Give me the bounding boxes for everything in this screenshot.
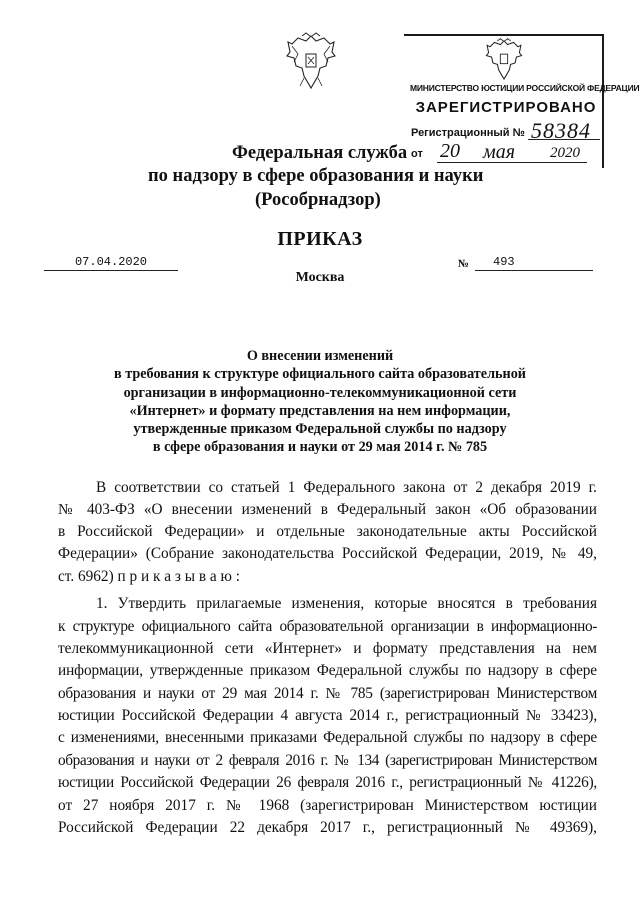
stamp-reg-number-underline — [528, 139, 600, 140]
body-line: Российской Федерации 22 декабря 2017 г., регистрационный № 49369), — [58, 819, 597, 836]
stamp-date-day: 20 — [440, 140, 460, 162]
subject-line: утвержденные приказом Федеральной службы по надзору — [133, 421, 507, 438]
body-line: в Российской Федерации» и отдельные законодательные акты Российской — [58, 523, 597, 540]
agency-name-line1: Федеральная служба — [232, 143, 408, 163]
subject-line: в требования к структуре официального сайта образовательной — [114, 366, 526, 383]
body-line: юстиции Российской Федерации 26 февраля 2016 г., регистрационный № 41226), — [58, 774, 597, 791]
document-number: 493 — [475, 255, 593, 271]
agency-name-line3: (Рособрнадзор) — [255, 190, 381, 210]
body-line: телекоммуникационной сети «Интернет» и формату представления на нем — [58, 640, 597, 657]
stamp-date-year: 2020 — [550, 145, 580, 161]
body-line: В соответствии со статьей 1 Федерального закона от 2 декабря 2019 г. — [96, 479, 597, 496]
document-subject — [100, 347, 540, 457]
stamp-ministry: МИНИСТЕРСТВО ЮСТИЦИИ РОССИЙСКОЙ ФЕДЕРАЦИИ — [410, 83, 640, 93]
body-line: от 27 ноября 2017 г. № 1968 (зарегистрирован Министерством юстиции — [58, 797, 597, 814]
body-line: юстиции Российской Федерации 4 августа 2014 г., регистрационный № 33423), — [58, 707, 597, 724]
body-line: 1. Утвердить прилагаемые изменения, которые вносятся в требования — [96, 595, 597, 612]
body-line: информации, утвержденные приказом Федеральной службы по надзору в сфере — [58, 662, 597, 679]
body-line: № 403-ФЗ «О внесении изменений в Федеральный закон «Об образовании — [58, 501, 597, 518]
body-line: Федерации» (Собрание законодательства Российской Федерации, 2019, № 49, — [58, 545, 597, 562]
document-city: Москва — [295, 270, 345, 285]
stamp-reg-number: 58384 — [531, 118, 591, 143]
agency-name-line2: по надзору в сфере образования и науки — [148, 166, 484, 186]
subject-line: О внесении изменений — [246, 348, 394, 364]
document-type: ПРИКАЗ — [277, 228, 363, 250]
body-line: к структуре официального сайта образовательной организации в информационно- — [58, 618, 597, 635]
coat-of-arms-emblem — [284, 32, 338, 92]
stamp-date-underline — [437, 162, 587, 163]
stamp-registered: ЗАРЕГИСТРИРОВАНО — [415, 99, 597, 116]
body-line: образования и науки от 2 февраля 2016 г. № 134 (зарегистрирован Министерством — [58, 752, 597, 769]
body-line: ст. 6962) п р и к а з ы в а ю : — [58, 568, 240, 585]
body-line: с изменениями, внесенными приказами Федеральной службы по надзору в сфере — [58, 729, 597, 746]
document-date: 07.04.2020 — [44, 255, 178, 271]
body-line: образования и науки от 29 мая 2014 г. № 785 (зарегистрирован Министерством — [58, 685, 597, 702]
stamp-date-label: от — [411, 148, 423, 160]
subject-line: организации в информационно-телекоммуникационной сети — [123, 384, 517, 401]
subject-line: «Интернет» и формату представления на нем информации, — [129, 402, 511, 419]
stamp-date-month: мая — [483, 141, 516, 163]
subject-line: в сфере образования и науки от 29 мая 2014 г. № 785 — [152, 439, 488, 456]
stamp-emblem — [483, 38, 525, 82]
stamp-reg-number-label: Регистрационный № — [411, 127, 525, 139]
number-sign: № — [458, 258, 470, 270]
